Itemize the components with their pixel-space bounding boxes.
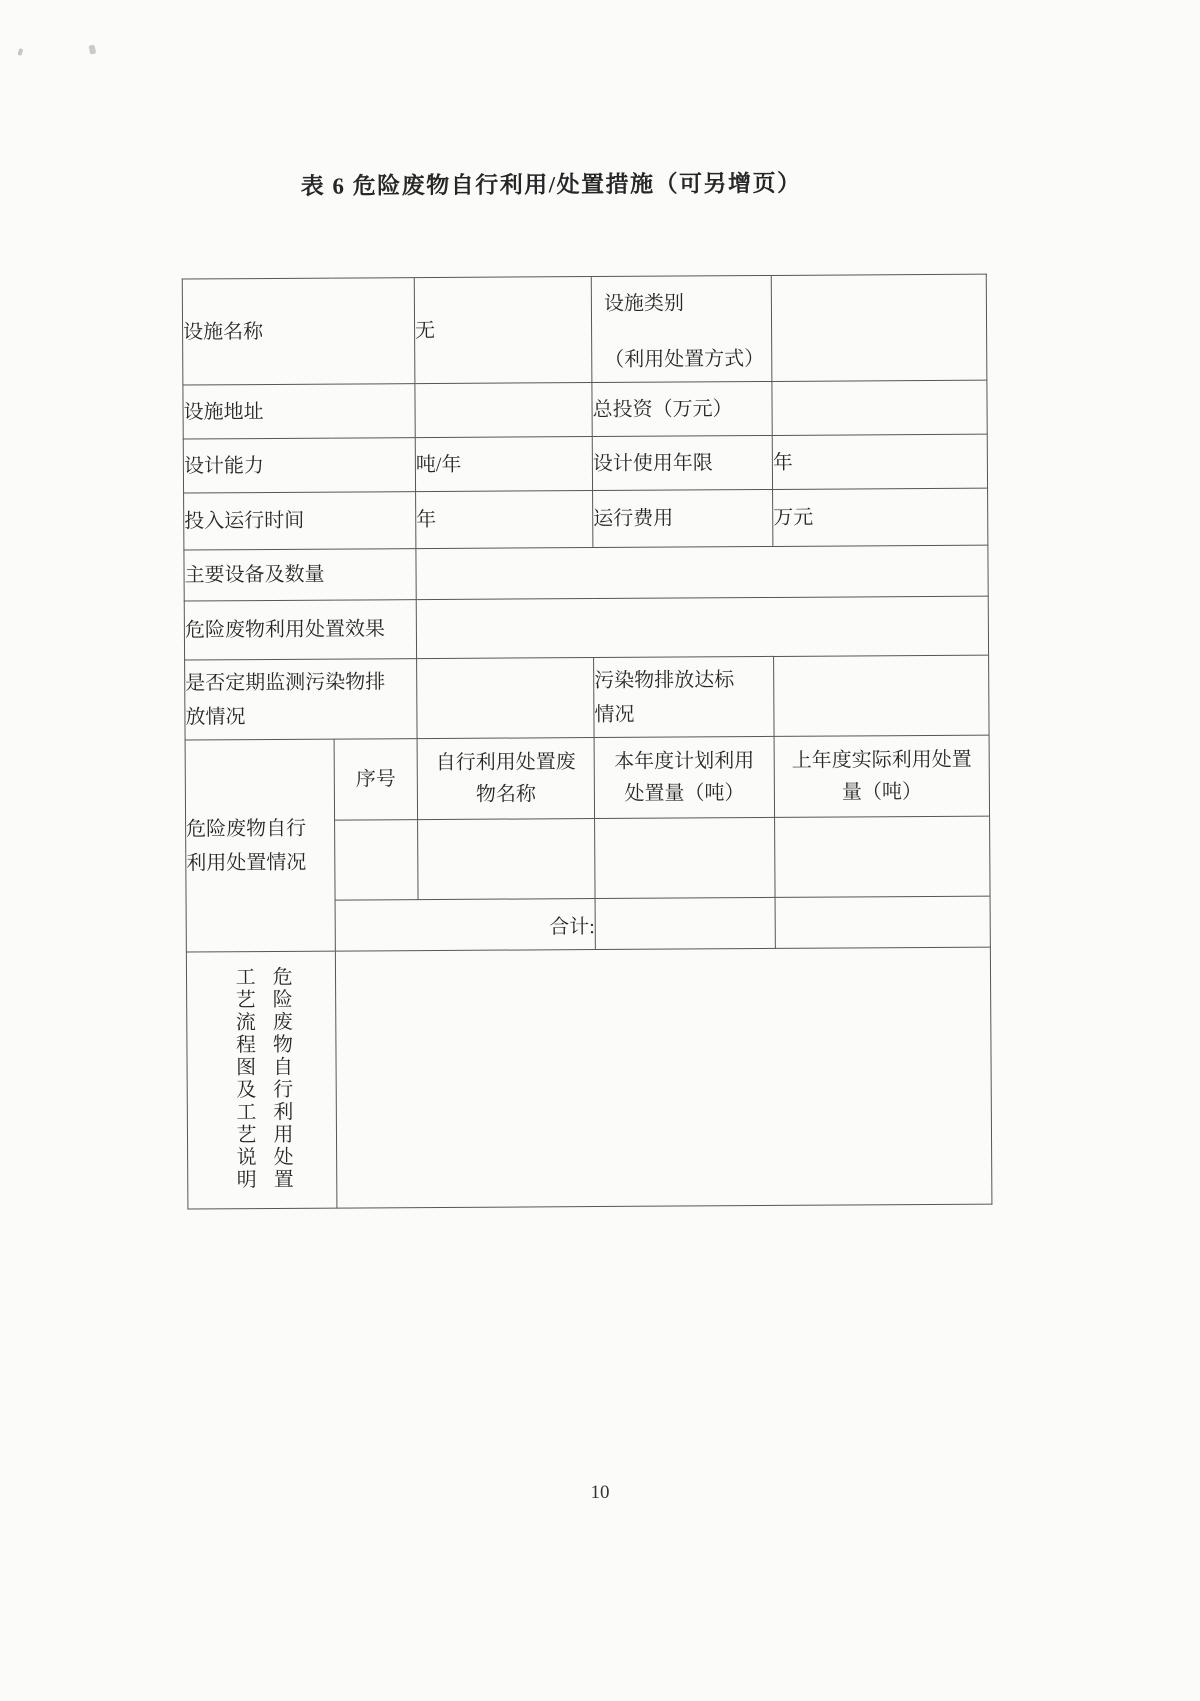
pollutant-monitoring-value-cell xyxy=(417,658,594,739)
operating-cost-value: 万元 xyxy=(773,506,814,529)
main-equipment-label: 主要设备及数量 xyxy=(184,563,325,587)
total-investment-value xyxy=(773,407,987,408)
pollutant-monitoring-value xyxy=(417,698,593,699)
design-capacity-label-cell xyxy=(183,438,415,493)
column-header-actual-amount: 上年度实际利用处置 量（吨） xyxy=(774,735,989,817)
total-investment-label: 总投资（万元） xyxy=(592,397,733,421)
facility-address-value xyxy=(416,410,592,411)
scan-speck xyxy=(17,48,23,56)
design-service-life-value: 年 xyxy=(772,451,793,474)
facility-name-label-cell xyxy=(182,278,415,385)
scan-speck xyxy=(88,45,96,55)
design-service-life-value-cell xyxy=(772,434,987,489)
process-description-content-cell xyxy=(335,947,992,1208)
operation-start-time-value-cell xyxy=(416,491,593,549)
main-equipment-value-cell xyxy=(416,545,988,599)
emission-compliance-value xyxy=(774,695,988,696)
table-title: 表 6 危险废物自行利用/处置措施（可另增页） xyxy=(300,170,802,199)
facility-category-label-line1: 设施类别 xyxy=(603,292,684,315)
total-investment-label-cell xyxy=(592,381,772,436)
emission-compliance-value-cell xyxy=(774,655,989,736)
self-disposal-section-label-line2: 利用处置情况 xyxy=(186,851,307,875)
process-description-label: 危险废物自行利用处置工艺流程图及工艺说明 xyxy=(231,965,293,1192)
facility-name-label: 设施名称 xyxy=(183,320,264,344)
column-header-planned-amount: 本年度计划利用 处置量（吨） xyxy=(594,736,774,818)
disposal-effect-value-cell xyxy=(416,596,988,658)
main-equipment-value xyxy=(417,571,988,574)
operating-cost-label-cell xyxy=(593,489,773,547)
total-investment-value-cell xyxy=(772,380,987,435)
emission-compliance-label-line2: 情况 xyxy=(594,703,635,726)
operating-cost-value-cell xyxy=(773,488,988,546)
facility-name-value: 无 xyxy=(415,319,436,342)
data-cell-actual-amount xyxy=(775,816,990,897)
data-cell-planned-amount xyxy=(595,817,775,898)
pollutant-monitoring-label-line1: 是否定期监测污染物排 xyxy=(185,670,386,695)
disposal-effect-label-cell xyxy=(184,600,416,660)
facility-name-value-cell xyxy=(414,277,592,384)
emission-compliance-label-line1: 污染物排放达标 xyxy=(594,668,735,692)
total-label-cell xyxy=(335,899,595,952)
emission-compliance-label-cell xyxy=(594,656,774,737)
pollutant-monitoring-label-line2: 放情况 xyxy=(185,705,246,729)
disposal-effect-label: 危险废物利用处置效果 xyxy=(184,618,385,642)
pollutant-monitoring-label-cell xyxy=(185,659,417,740)
design-capacity-value-cell xyxy=(415,437,592,492)
column-header-no: 序号 xyxy=(334,739,417,821)
main-equipment-label-cell xyxy=(184,549,416,601)
data-cell-no xyxy=(335,820,418,901)
design-capacity-label: 设计能力 xyxy=(183,454,264,478)
facility-address-value-cell xyxy=(415,383,592,438)
facility-category-value xyxy=(772,327,986,328)
design-capacity-value: 吨/年 xyxy=(415,453,462,476)
process-description-label-cell xyxy=(186,951,337,1209)
total-label: 合计: xyxy=(549,915,595,938)
disposal-effect-value xyxy=(417,626,988,629)
facility-category-value-cell xyxy=(771,274,987,381)
operation-start-time-label: 投入运行时间 xyxy=(184,509,305,533)
design-service-life-label-cell xyxy=(592,435,772,490)
total-actual-amount-cell xyxy=(775,896,990,948)
column-header-waste-name: 自行利用处置废 物名称 xyxy=(417,738,594,820)
self-disposal-section-label-cell xyxy=(185,739,335,952)
facility-address-label-cell xyxy=(183,384,415,439)
operation-start-time-value: 年 xyxy=(416,508,437,532)
self-disposal-section-label-line1: 危险废物自行 xyxy=(186,817,307,841)
design-service-life-label: 设计使用年限 xyxy=(592,451,713,475)
facility-category-label-line2: （利用处置方式） xyxy=(604,347,765,371)
total-planned-amount-cell xyxy=(595,897,775,949)
facility-address-label: 设施地址 xyxy=(183,400,264,424)
operation-start-time-label-cell xyxy=(184,492,416,550)
operating-cost-label: 运行费用 xyxy=(593,507,674,531)
page-number: 10 xyxy=(590,1482,610,1503)
facility-category-label-cell xyxy=(591,275,772,382)
data-cell-waste-name xyxy=(418,819,595,900)
hazardous-waste-disposal-table xyxy=(182,274,993,1210)
